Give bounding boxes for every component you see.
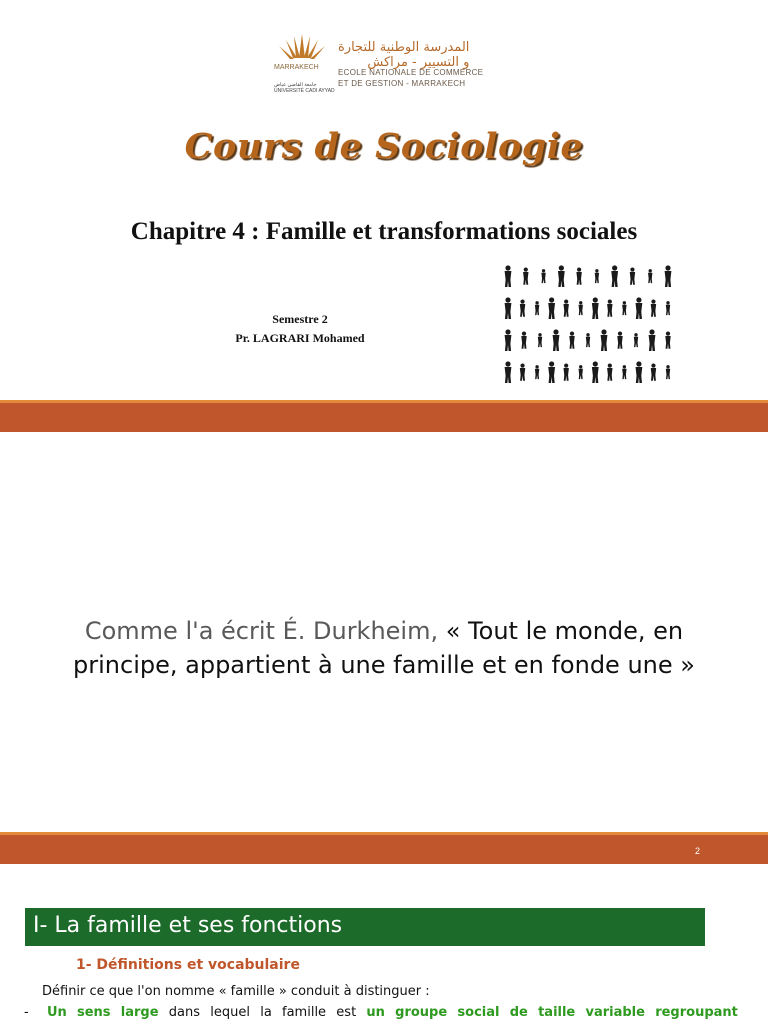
bullet-word: variable xyxy=(585,1005,645,1020)
person-silhouette xyxy=(558,265,565,287)
person-silhouette xyxy=(607,364,612,381)
person-silhouette xyxy=(595,269,599,283)
person-silhouette xyxy=(553,329,560,351)
bullet-word: regroupant xyxy=(655,1005,738,1020)
slide-1 xyxy=(0,0,768,400)
person-silhouette xyxy=(622,365,626,379)
person-silhouette xyxy=(505,297,512,319)
slide-2 xyxy=(0,432,768,832)
semester-label: Semestre 2 xyxy=(272,312,328,326)
bullet-word: est xyxy=(336,1005,357,1020)
course-info xyxy=(200,310,400,348)
person-silhouette xyxy=(563,300,568,317)
person-silhouette xyxy=(521,332,526,349)
person-silhouette xyxy=(548,361,555,383)
bullet-word: groupe xyxy=(395,1005,448,1020)
page-number: 2 xyxy=(694,846,700,856)
person-silhouette xyxy=(630,268,635,285)
person-silhouette xyxy=(505,361,512,383)
school-logo xyxy=(272,28,484,98)
person-silhouette xyxy=(666,301,670,315)
people-silhouettes-illustration xyxy=(502,262,674,392)
logo-university: جامعة القاضي عياض UNIVERSITÉ CADI AYYAD xyxy=(274,82,335,94)
person-silhouette xyxy=(520,300,525,317)
person-silhouette xyxy=(634,333,638,347)
person-silhouette xyxy=(548,297,555,319)
person-silhouette xyxy=(563,364,568,381)
person-silhouette xyxy=(665,332,670,349)
bullet-word: famille xyxy=(282,1005,327,1020)
person-silhouette xyxy=(636,297,643,319)
professor-name: Pr. LAGRARI Mohamed xyxy=(235,331,365,345)
bullet-word: sens xyxy=(76,1005,111,1020)
bullet-word: Un xyxy=(46,1005,67,1020)
chapter-title: Chapitre 4 : Famille et transformations sociales xyxy=(130,218,638,245)
bullet-word: large xyxy=(120,1005,159,1020)
person-silhouette xyxy=(541,269,545,283)
person-silhouette xyxy=(648,269,652,283)
bullet-word: de xyxy=(509,1005,528,1020)
bullet-word: un xyxy=(366,1005,385,1020)
person-silhouette xyxy=(666,365,670,379)
bullet-word: dans xyxy=(168,1005,201,1020)
bullet-word: lequel xyxy=(210,1005,250,1020)
person-silhouette xyxy=(505,265,512,287)
person-silhouette xyxy=(523,268,528,285)
section-title: I- La famille et ses fonctions xyxy=(33,913,343,938)
person-silhouette xyxy=(576,268,581,285)
person-silhouette xyxy=(651,364,656,381)
quote-text: « Tout le monde, en principe, appartient à une famille et en fonde une » xyxy=(73,617,695,679)
section-header-bar xyxy=(25,908,705,946)
intro-text: Définir ce que l'on nomme « famille » conduit à distinguer : xyxy=(42,984,430,999)
slide-3 xyxy=(0,864,768,1024)
person-silhouette xyxy=(607,300,612,317)
quote-intro: Comme l'a écrit É. Durkheim, xyxy=(84,617,446,645)
logo-arabic-name: المدرسة الوطنية للتجارة و التسيير - مراكش xyxy=(338,40,470,70)
person-silhouette xyxy=(579,301,583,315)
logo-french-line-2: ET DE GESTION - MARRAKECH xyxy=(338,79,466,88)
person-silhouette xyxy=(649,329,656,351)
person-silhouette xyxy=(535,301,539,315)
sub-heading: 1- Définitions et vocabulaire xyxy=(76,957,300,973)
bullet-word: taille xyxy=(538,1005,576,1020)
person-silhouette xyxy=(520,364,525,381)
course-title: Cours de Sociologie xyxy=(184,126,584,167)
person-silhouette xyxy=(651,300,656,317)
logo-french-line-1: ECOLE NATIONALE DE COMMERCE xyxy=(338,68,484,77)
person-silhouette xyxy=(636,361,643,383)
bullet-item xyxy=(24,1005,738,1020)
person-silhouette xyxy=(592,361,599,383)
person-silhouette xyxy=(505,329,512,351)
person-silhouette xyxy=(665,265,672,287)
person-silhouette xyxy=(617,332,622,349)
person-silhouette xyxy=(579,365,583,379)
logo-city: MARRAKECH xyxy=(274,64,319,71)
person-silhouette xyxy=(569,332,574,349)
slide-divider-band xyxy=(0,400,768,432)
person-silhouette xyxy=(611,265,618,287)
slide-divider-band xyxy=(0,832,768,864)
person-silhouette xyxy=(601,329,608,351)
person-silhouette xyxy=(622,301,626,315)
bullet-dash: - xyxy=(24,1005,29,1020)
person-silhouette xyxy=(538,333,542,347)
person-silhouette xyxy=(592,297,599,319)
bullet-word: la xyxy=(260,1005,272,1020)
person-silhouette xyxy=(586,333,590,347)
bullet-word: social xyxy=(457,1005,500,1020)
person-silhouette xyxy=(535,365,539,379)
durkheim-quote xyxy=(40,614,728,682)
